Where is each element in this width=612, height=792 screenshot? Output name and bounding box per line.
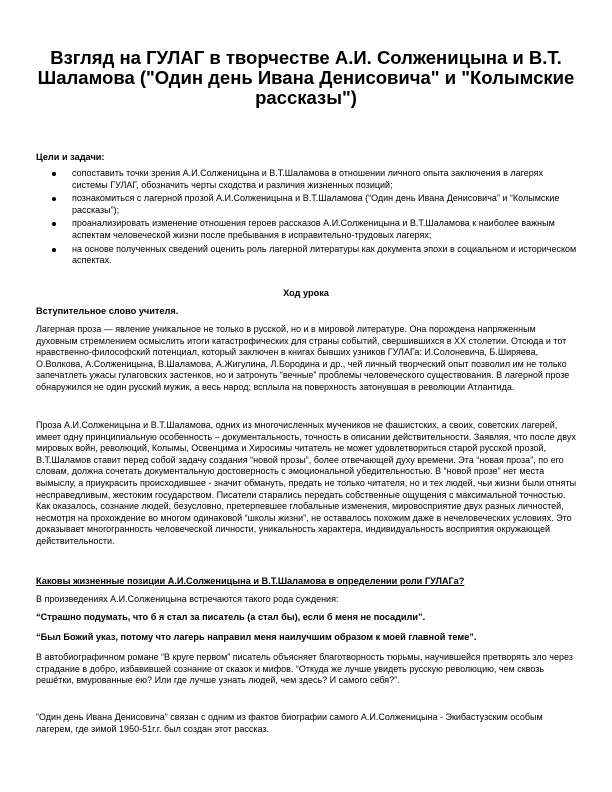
list-item: проанализировать изменение отношения героев рассказов А.И.Солженицына и В.Т.Шаламова к наиболее важным аспектам человеческой жизни после пребывания в исправительно-трудовых лагерях; — [36, 218, 578, 241]
goals-list — [36, 168, 578, 269]
paragraph-one-day: “Один день Ивана Денисовича” связан с одним из фактов биографии самого А.И.Солженицына - Экибастузским особым лагерем, где зимой 1950-51г.г. был создан этот рассказ. — [36, 712, 543, 734]
list-item: сопоставить точки зрения А.И.Солженицына и В.Т.Шаламова в отношении личного опыта заключения в лагерях системы ГУЛАГ, обозначить черты сходства и различия жизненных позиций; — [36, 168, 578, 191]
paragraph-first-circle: В автобиографичном романе “В круге первом” писатель объясняет благотворность тюрьмы, научившейся претворять зло через страдание в добро, избавившей сознание от сказок и мифов. “Откуда же лучше увидеть русскую революцию, чем сквозь решётки, вмурованные ею? Или где лучше узнать людей, чем здесь? И самого себя?”. — [36, 652, 573, 686]
quote-writer: “Страшно подумать, что б я стал за писатель (а стал бы), если б меня не посадили”. — [36, 612, 426, 622]
quote-divine-decree: “Был Божий указ, потому что лагерь направил меня наилучшим образом к моей главной теме”. — [36, 632, 477, 642]
list-item: познакомиться с лагерной прозой А.И.Солженицына и В.Т.Шаламова (“Один день Ивана Денисовича” и “Колымские рассказы”); — [36, 193, 578, 216]
list-item: на основе полученных сведений оценить роль лагерной литературы как документа эпохи в социальном и историческом аспектах. — [36, 244, 578, 267]
section-question: Каковы жизненные позиции А.И.Солженицына и В.Т.Шаламова в определении роли ГУЛАГа? — [36, 576, 465, 586]
document-title: Взгляд на ГУЛАГ в творчестве А.И. Солженицына и В.Т. Шаламова ("Один день Ивана Денисовича" и "Колымские рассказы") — [37, 47, 575, 108]
intro-heading: Вступительное слово учителя. — [36, 306, 179, 316]
paragraph-camp-prose: Лагерная проза — явление уникальное не только в русской, но и в мировой литературе. Она порождена напряженным духовным стремлением осмыслить итоги катастрофических для страны событий, свершившихся в ХХ столетии. Отсюда и тот нравственно-философский потенциал, который заключен в книгах бывших узников ГУЛАГа: И.Солоневича, Б.Ширяева, О.Волкова, А.Солженицына, В.Шаламова, А.Жигулина, Л.Бородина и др., чей личный творческий опыт позволил им не только запечатлеть ужасы гулаговских застенков, но и затронуть “вечные” проблемы человеческого существования. В лагерной прозе обнаружился не один русский мужик, а весь народ; всплыла на поверхность затонувшая в революции Атлантида. — [36, 324, 570, 392]
goals-heading: Цели и задачи: — [36, 152, 105, 162]
paragraph-judgements: В произведениях А.И.Солженицына встречаются такого рода суждения: — [36, 594, 339, 604]
paragraph-documentary: Проза А.И.Солженицына и В.Т.Шаламова, одних из многочисленных мучеников не фашистских, а своих, советских лагерей, имеет одну принципиальную особенность – документальность, точность в описании действительности. Заявляя, что после двух мировых войн, революций, Колымы, Освенцима и Хиросимы читатель не может удовлетвориться старой русской прозой, В.Т.Шаламов ставит перед собой задачу создания “новой прозы”, более отвечающей духу времени. Эта “новая проза”, по его словам, должна сочетать документальную достоверность с эмоциональной убедительностью. В “новой прозе” нет места вымыслу, а приукрасить происходившее - значит обмануть, предать не только читателя, но и тех людей, чьи жизни были отняты несправедливым, жестоким государством. Писатели старались передать собственные ощущения с максимальной точностью. Как оказалось, сознание людей, безусловно, претерпевшее глобальные изменения, мировосприятие двух разных личностей, несмотря на прохождение во многом одинаковой “школы жизни”, не оставалось похожим даже в нечеловеческих условиях. Это доказывает многогранность человеческой личности, уникальность характера, индивидуальность восприятия окружающей действительности. — [36, 420, 577, 546]
lesson-heading: Ход урока — [283, 288, 329, 298]
